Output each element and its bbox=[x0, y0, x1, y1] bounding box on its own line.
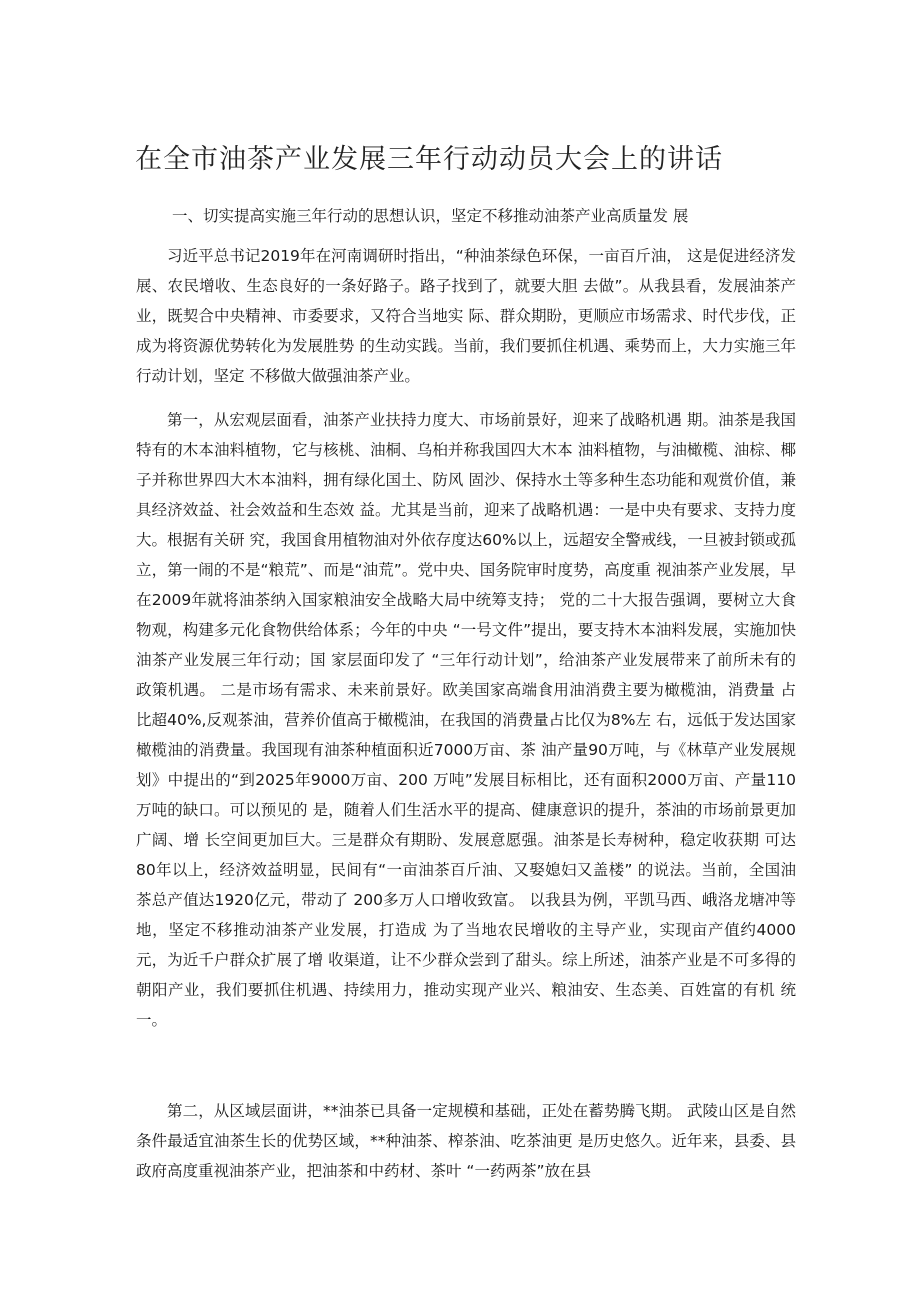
paragraph-1: 习近平总书记2019年在河南调研时指出，“种油茶绿色环保，一亩百斤油， 这是促进经济发展、农民增收、生态良好的一条好路子。路子找到了，就要大胆 去做”。从我县看，发展油茶产业，既契合中央精神、市委要求，又符合当地实 际、群众期盼，更顺应市场需求、时代步伐，正成为将资源优势转化为发展胜势 的生动实践。当前，我们要抓住机遇、乘势而上，大力实施三年行动计划，坚定 不移做大做强油茶产业。 bbox=[136, 247, 796, 385]
paragraph-3: 第二，从区域层面讲，**油茶已具备一定规模和基础，正处在蓄势腾飞期。 武陵山区是自然条件最适宜油茶生长的优势区域，**种油茶、榨茶油、吃茶油更 是历史悠久。近年来，县委、县政府高度重视油茶产业，把油茶和中药材、茶叶 “一药两茶”放在县 bbox=[136, 1102, 796, 1180]
document-title: 在全市油茶产业发展三年行动动员大会上的讲话 bbox=[135, 144, 723, 175]
section-heading: 一、切实提高实施三年行动的思想认识，坚定不移推动油茶产业高质量发 展 bbox=[172, 207, 689, 225]
paragraph-2: 第一，从宏观层面看，油茶产业扶持力度大、市场前景好，迎来了战略机遇 期。油茶是我国特有的木本油料植物，它与核桃、油桐、乌桕并称我国四大木本 油料植物，与油橄榄、油棕、椰子并称世界四大木本油料，拥有绿化国土、防风 固沙、保持水土等多种生态功能和观赏价值，兼具经济效益、社会效益和生态效 益。尤其是当前，迎来了战略机遇：一是中央有要求、支持力度大。根据有关研 究，我国食用植物油对外依存度达60%以上，远超安全警戒线，一旦被封锁或孤 立，第一闹的不是“粮荒”、而是“油荒”。党中央、国务院审时度势，高度重 视油茶产业发展，早在2009年就将油茶纳入国家粮油安全战略大局中统筹支持； 党的二十大报告强调，要树立大食物观，构建多元化食物供给体系；今年的中央 “一号文件”提出，要支持木本油料发展，实施加快油茶产业发展三年行动；国 家层面印发了 “三年行动计划”，给油茶产业发展带来了前所未有的政策机遇。 二是市场有需求、未来前景好。欧美国家高端食用油消费主要为橄榄油，消费量 占比超40%,反观茶油，营养价值高于橄榄油，在我国的消费量占比仅为8%左 右，远低于发达国家橄榄油的消费量。我国现有油茶种植面积近7000万亩、茶 油产量90万吨，与《林草产业发展规划》中提出的“到2025年9000万亩、200 万吨”发展目标相比，还有面积2000万亩、产量110万吨的缺口。可以预见的 是，随着人们生活水平的提高、健康意识的提升，茶油的市场前景更加广阔、增 长空间更加巨大。三是群众有期盼、发展意愿强。油茶是长寿树种，稳定收获期 可达80年以上，经济效益明显，民间有“一亩油茶百斤油、又娶媳妇又盖楼” 的说法。当前，全国油茶总产值达1920亿元，带动了 200多万人口增收致富。 以我县为例，平凯马西、峨洛龙塘冲等地，坚定不移推动油茶产业发展，打造成 为了当地农民增收的主导产业，实现亩产值约4000元，为近千户群众扩展了增 收渠道，让不少群众尝到了甜头。综上所述，油茶产业是不可多得的朝阳产业，我们要抓住机遇、持续用力，推动实现产业兴、粮油安、生态美、百姓富的有机 统一。 bbox=[136, 411, 796, 1029]
